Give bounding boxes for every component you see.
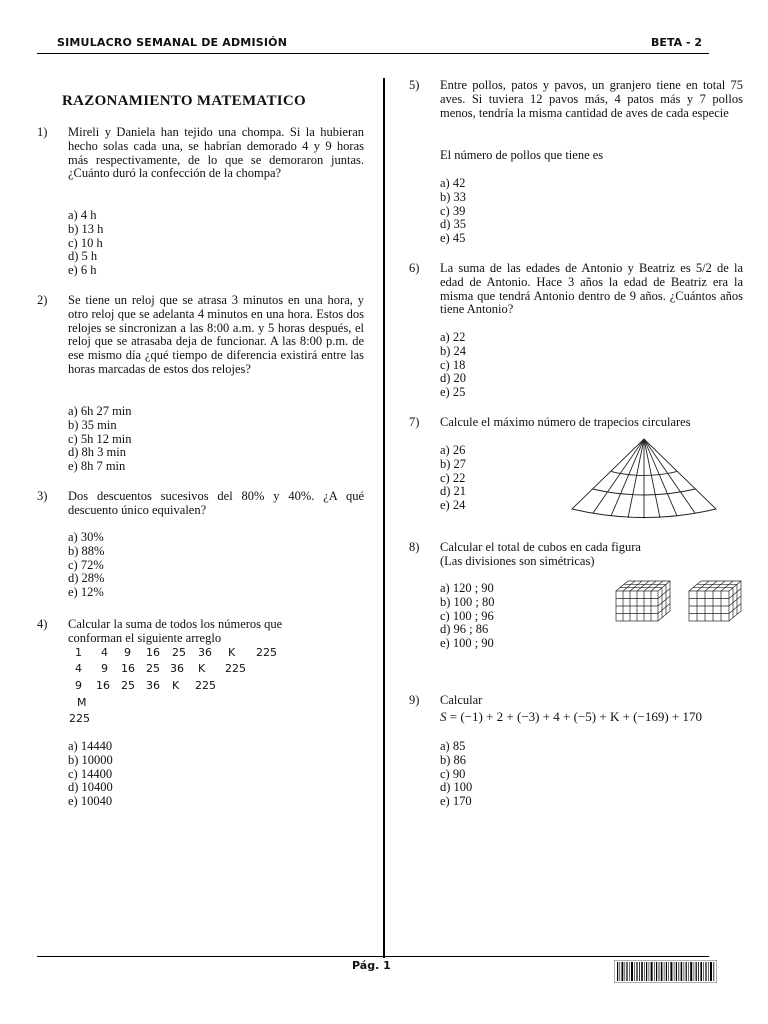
section-title: RAZONAMIENTO MATEMATICO <box>62 93 306 109</box>
question-text: Calcular <box>440 693 483 707</box>
array-cell: K <box>198 662 206 675</box>
array-cell: 36 <box>170 662 184 675</box>
question-text: Calcule el máximo número de trapecios circulares <box>440 415 691 429</box>
question-text: Mireli y Daniela han tejido una chompa. Si la hubieran hecho solas cada una, se habrían demorado 4 y 9 horas más respectivamente, de lo que se demoraron juntas. ¿Cuánto duró la confección de la chompa? <box>68 125 364 181</box>
options-list <box>440 582 495 651</box>
option[interactable]: e) 12% <box>68 585 104 600</box>
option[interactable]: a) 42 <box>440 176 466 190</box>
option[interactable]: c) 5h 12 min <box>68 431 132 446</box>
option[interactable]: b) 100 ; 80 <box>440 594 495 609</box>
question-number: 1) <box>37 125 48 139</box>
option[interactable]: e) 170 <box>440 794 472 809</box>
question-number: 8) <box>409 540 420 554</box>
option[interactable]: d) 20 <box>440 371 467 386</box>
option[interactable]: a) 85 <box>440 739 466 753</box>
question-subtext: El número de pollos que tiene es <box>440 148 604 162</box>
array-cell: 25 <box>146 662 160 675</box>
array-cell: 9 <box>101 662 108 675</box>
option[interactable]: c) 18 <box>440 357 466 372</box>
page-header <box>37 36 709 54</box>
array-cell: 4 <box>75 662 82 675</box>
option[interactable]: d) 8h 3 min <box>68 445 126 460</box>
question-number: 2) <box>37 293 48 307</box>
array-cell: 16 <box>121 662 135 675</box>
array-cell: 36 <box>146 679 160 692</box>
options-list <box>68 531 104 600</box>
array-cell: K <box>228 646 236 659</box>
option[interactable]: d) 35 <box>440 217 467 232</box>
option[interactable]: c) 39 <box>440 203 466 218</box>
option[interactable]: b) 13 h <box>68 221 104 236</box>
array-cell: 16 <box>146 646 160 659</box>
option[interactable]: c) 14400 <box>68 766 113 781</box>
array-cell: 225 <box>256 646 277 659</box>
option[interactable]: a) 22 <box>440 330 466 344</box>
array-cell: 4 <box>101 646 108 659</box>
option[interactable]: e) 24 <box>440 498 466 513</box>
option[interactable]: c) 22 <box>440 470 466 485</box>
array-cell: 16 <box>96 679 110 692</box>
barcode-icon <box>614 960 717 983</box>
option[interactable]: c) 90 <box>440 766 466 781</box>
option[interactable]: b) 27 <box>440 456 467 471</box>
array-cell: 225 <box>195 679 216 692</box>
option[interactable]: b) 24 <box>440 343 467 358</box>
option[interactable]: e) 8h 7 min <box>68 459 126 474</box>
option[interactable]: d) 96 ; 86 <box>440 622 489 637</box>
array-cell: 9 <box>75 679 82 692</box>
option[interactable]: a) 6h 27 min <box>68 404 132 418</box>
array-cell: M <box>77 696 87 709</box>
footer-rule <box>37 956 709 957</box>
array-cell: 1 <box>75 646 82 659</box>
sum-formula <box>440 709 702 725</box>
question-number: 3) <box>37 489 48 503</box>
option[interactable]: a) 26 <box>440 443 466 457</box>
formula-expression: = (−1) + 2 + (−3) + 4 + (−5) + K + (−169) + 170 <box>446 709 702 724</box>
column-divider <box>383 78 385 958</box>
array-cell: 25 <box>172 646 186 659</box>
formula-variable: S <box>440 709 447 724</box>
option[interactable]: e) 100 ; 90 <box>440 636 494 651</box>
question-text: Entre pollos, patos y pavos, un granjero tiene en total 75 aves. Si tuviera 12 pavos más, 4 patos más y 7 pollos menos, tendría la misma cantidad de aves de cada especie <box>440 78 743 120</box>
header-title: SIMULACRO SEMANAL DE ADMISIÓN <box>57 36 288 49</box>
question-number: 7) <box>409 415 420 429</box>
option[interactable]: d) 5 h <box>68 249 98 264</box>
question-subtext: (Las divisiones son simétricas) <box>440 554 595 568</box>
options-list <box>440 177 466 246</box>
option[interactable]: c) 72% <box>68 557 104 572</box>
options-list <box>68 405 132 474</box>
cube-block-figure-1 <box>614 579 674 623</box>
option[interactable]: c) 100 ; 96 <box>440 608 494 623</box>
question-number: 9) <box>409 693 420 707</box>
option[interactable]: b) 33 <box>440 189 467 204</box>
question-text: Calcular la suma de todos los números que conforman el siguiente arreglo <box>68 617 283 645</box>
options-list <box>68 740 113 809</box>
option[interactable]: d) 21 <box>440 484 467 499</box>
option[interactable]: b) 88% <box>68 543 105 558</box>
options-list <box>68 209 103 278</box>
option[interactable]: c) 10 h <box>68 235 103 250</box>
options-list <box>440 740 472 809</box>
option[interactable]: e) 45 <box>440 231 466 246</box>
option[interactable]: e) 10040 <box>68 794 113 809</box>
circular-sector-figure <box>566 436 722 526</box>
array-cell: K <box>172 679 180 692</box>
option[interactable]: b) 10000 <box>68 752 113 767</box>
option[interactable]: b) 86 <box>440 752 467 767</box>
question-number: 4) <box>37 617 48 631</box>
option[interactable]: a) 4 h <box>68 208 97 222</box>
question-text: Calcular el total de cubos en cada figura <box>440 540 641 554</box>
question-text: La suma de las edades de Antonio y Beatriz es 5/2 de la edad de Antonio. Hace 3 años la edad de Beatriz era la misma que tendrá Antonio dentro de 9 años. ¿Cuántos años tiene Antonio? <box>440 261 743 317</box>
question-number: 6) <box>409 261 420 275</box>
header-version: BETA - 2 <box>651 36 702 49</box>
array-cell: 225 <box>69 712 90 725</box>
array-cell: 9 <box>124 646 131 659</box>
option[interactable]: a) 120 ; 90 <box>440 581 494 595</box>
option[interactable]: e) 6 h <box>68 263 97 278</box>
array-cell: 36 <box>198 646 212 659</box>
option[interactable]: b) 35 min <box>68 417 117 432</box>
array-cell: 225 <box>225 662 246 675</box>
question-text: Dos descuentos sucesivos del 80% y 40%. ¿A qué descuento único equivalen? <box>68 489 364 517</box>
question-number: 5) <box>409 78 420 92</box>
option[interactable]: a) 30% <box>68 530 104 544</box>
page-number: Pág. 1 <box>352 959 391 972</box>
option[interactable]: e) 25 <box>440 385 466 400</box>
option[interactable]: d) 100 <box>440 780 473 795</box>
option[interactable]: d) 10400 <box>68 780 113 795</box>
question-text: Se tiene un reloj que se atrasa 3 minutos en una hora, y otro reloj que se adelanta 4 minutos en una hora. Estos dos relojes se sincronizan a las 8:00 a.m. y 5 horas después, el reloj que se atrasaba deja de funcionar. A las 8:00 p.m. de ese mismo día ¿qué tiempo de diferencia existirá entre las horas marcadas de estos dos relojes? <box>68 293 364 376</box>
array-cell: 25 <box>121 679 135 692</box>
cube-block-figure-2 <box>687 579 745 623</box>
option[interactable]: a) 14440 <box>68 739 113 753</box>
options-list <box>440 331 466 400</box>
option[interactable]: d) 28% <box>68 571 105 586</box>
options-list <box>440 444 466 513</box>
